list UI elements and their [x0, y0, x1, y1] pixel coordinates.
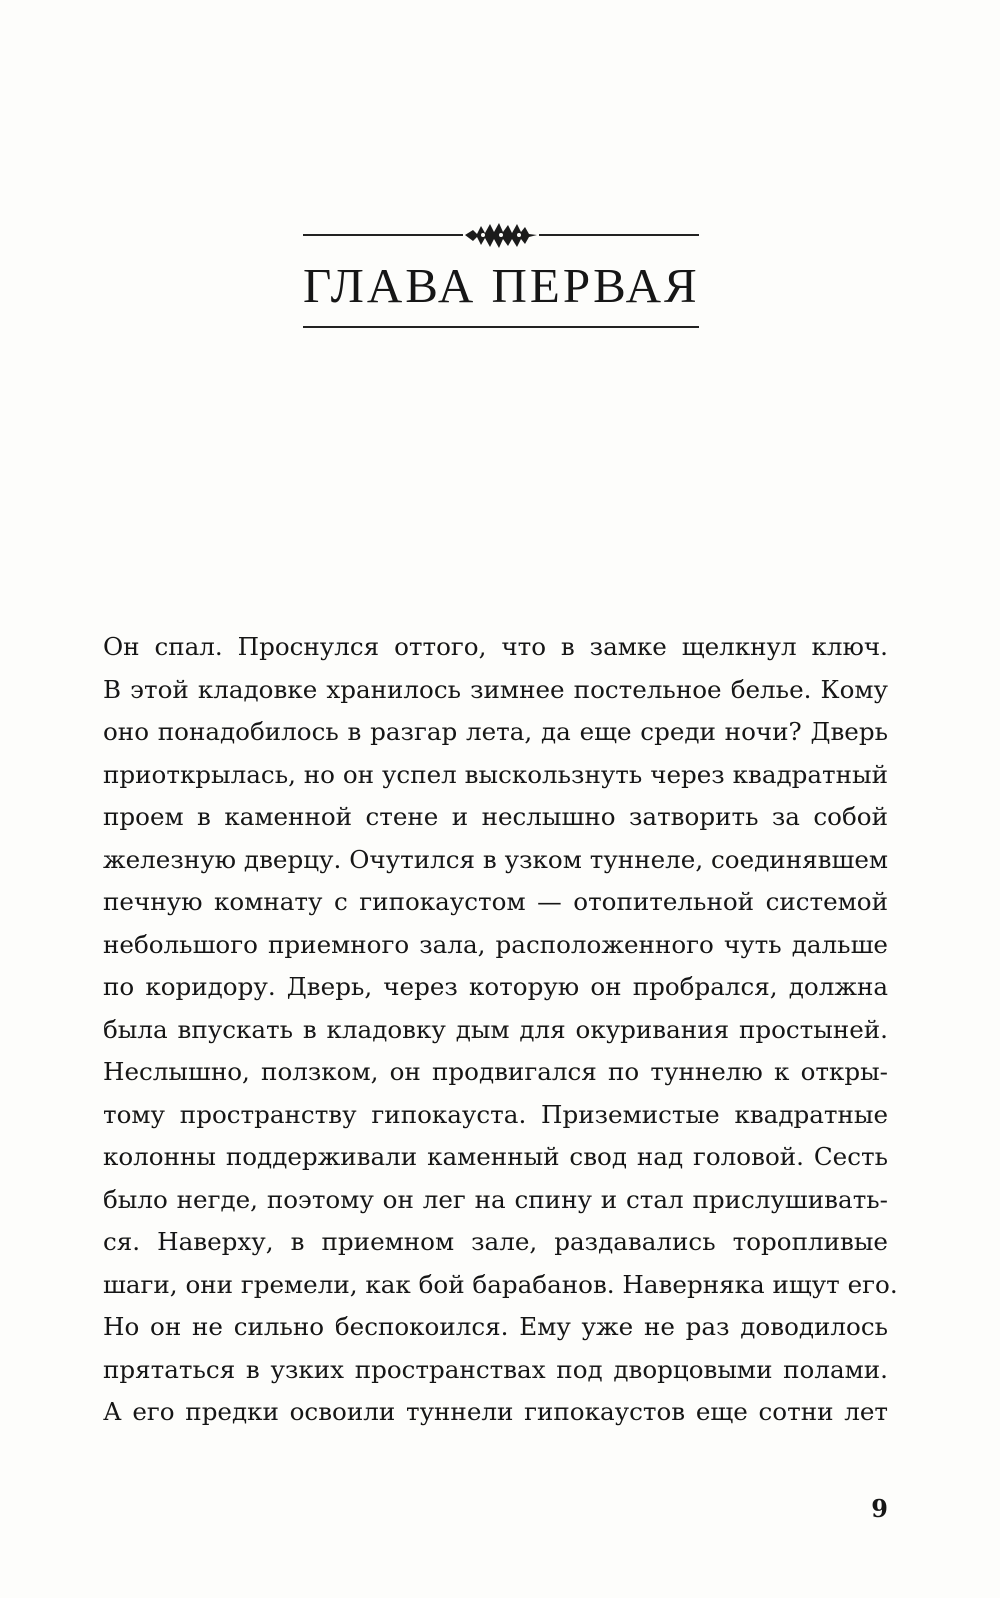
ornament-rule-right	[539, 234, 699, 236]
body-text	[103, 626, 898, 1434]
decorative-ornament-icon	[463, 220, 539, 250]
chapter-ornament	[303, 214, 699, 254]
text-line: А его предки освоили туннели гипокаустов еще сотни лет	[103, 1397, 888, 1426]
chapter-title: ГЛАВА ПЕРВАЯ	[303, 258, 700, 313]
text-line: железную дверцу. Очутился в узком туннеле, соединявшем	[103, 844, 888, 874]
text-line: небольшого приемного зала, расположенного чуть дальше	[103, 929, 888, 959]
text-line: проем в каменной стене и неслышно затворить за собой	[103, 802, 888, 831]
text-line: Но он не сильно беспокоился. Ему уже не раз доводилось	[103, 1312, 888, 1341]
text-line: Неслышно, ползком, он продвигался по туннелю к откры-	[103, 1057, 888, 1086]
text-line: Он спал. Проснулся оттого, что в замке щелкнул ключ.	[103, 632, 888, 661]
chapter-heading	[303, 214, 699, 328]
text-line: тому пространству гипокауста. Приземистые квадратные	[103, 1099, 888, 1129]
text-line: В этой кладовке хранилось зимнее постельное белье. Кому	[103, 674, 888, 704]
text-line: оно понадобилось в разгар лета, да еще среди ночи? Дверь	[103, 717, 888, 746]
text-line: прятаться в узких пространствах под дворцовыми полами.	[103, 1354, 888, 1384]
text-line: шаги, они гремели, как бой барабанов. Наверняка ищут его.	[103, 1269, 898, 1299]
ornament-rule-left	[303, 234, 463, 236]
text-line: печную комнату с гипокаустом — отопительной системой	[103, 887, 888, 916]
text-line: колонны поддерживали каменный свод над головой. Сесть	[103, 1142, 888, 1171]
text-line: было негде, поэтому он лег на спину и стал прислушивать-	[103, 1184, 888, 1214]
chapter-underline	[303, 326, 699, 328]
text-line: ся. Наверху, в приемном зале, раздавались торопливые	[103, 1227, 888, 1256]
page-number: 9	[871, 1494, 888, 1523]
text-line: была впускать в кладовку дым для окуривания простыней.	[103, 1014, 888, 1044]
text-line: приоткрылась, но он успел выскользнуть через квадратный	[103, 759, 888, 789]
text-line: по коридору. Дверь, через которую он пробрался, должна	[103, 972, 888, 1001]
